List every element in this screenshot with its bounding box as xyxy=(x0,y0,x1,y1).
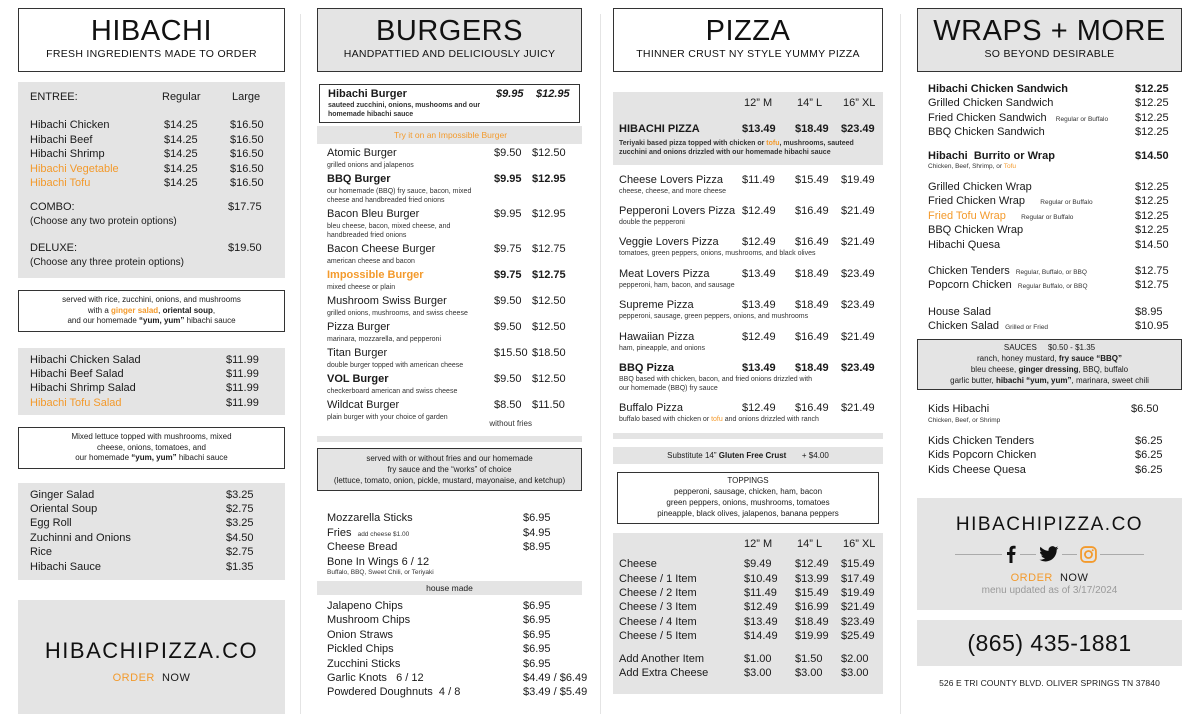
menu-item: Veggie Lovers Pizza $12.49 $16.49 $21.49 tomatoes, green peppers, onions, mushrooms, and black olives xyxy=(619,235,875,258)
hibachi-salad-note: Mixed lettuce topped with mushrooms, mixed cheese, onions, tomatoes, and our homemade “yum, yum” hibachi sauce xyxy=(18,427,285,469)
section-title: WRAPS + MORE xyxy=(933,15,1166,47)
menu-item: Cheese / 3 Item $12.49 $16.99 $21.49 xyxy=(619,601,875,614)
menu-item: Cheese $9.49 $12.49 $15.49 xyxy=(619,558,875,571)
menu-item: Popcorn Chicken Regular Buffalo, or BBQ $12.75 xyxy=(928,279,1169,292)
menu-item: Zucchini Sticks $6.95 xyxy=(327,657,551,670)
menu-item: House Salad $8.95 xyxy=(928,305,1163,318)
twitter-icon[interactable] xyxy=(1036,546,1062,567)
menu-item: Hibachi Beef Salad $11.99 xyxy=(30,367,259,380)
menu-item: Jalapeno Chips $6.95 xyxy=(327,599,551,612)
hibachi-pizza: HIBACHI PIZZA $13.49 $18.49 $23.49 xyxy=(619,123,875,136)
order-now-label[interactable]: NOW xyxy=(161,671,191,684)
menu-item: Supreme Pizza $13.49 $18.49 $23.49 pepperoni, sausage, green peppers, onions, and mushrooms xyxy=(619,298,875,321)
section-title: PIZZA xyxy=(705,15,791,47)
address: 526 E TRI COUNTY BLVD. OLIVER SPRINGS TN 37840 xyxy=(939,678,1160,689)
burger-served-note: served with or without fries and our homemade fry sauce and the “works” of choice (lettuce, tomato, onion, pickle, mustard, mayonaise, and ketchup) xyxy=(317,448,582,491)
appetizers-list xyxy=(317,511,582,577)
menu-item: Onion Straws $6.95 xyxy=(327,628,551,641)
menu-item: Pepperoni Lovers Pizza $12.49 $16.49 $21.49 double the pepperoni xyxy=(619,204,875,227)
menu-item: Cheese / 1 Item $10.49 $13.99 $17.49 xyxy=(619,572,875,585)
menu-item: Hibachi Sauce $1.35 xyxy=(30,560,254,573)
menu-item: Mushroom Swiss Burger $9.50 $12.50 grilled onions, mushrooms, and swiss cheese xyxy=(327,295,566,317)
pizza-specialty-panel xyxy=(613,92,883,439)
gluten-free-note: Substitute 14” Gluten Free Crust + $4.00 xyxy=(613,447,883,464)
featured-burger: Hibachi Burger $9.95 $12.95 sauteed zucchini, onions, mushooms and our homemade hibachi sauce xyxy=(319,84,580,123)
order-now-label[interactable]: NOW xyxy=(1059,572,1089,585)
menu-item: Atomic Burger $9.50 $12.50 grilled onions and jalapenos xyxy=(327,147,566,169)
order-link[interactable]: ORDER xyxy=(112,671,155,684)
social-row xyxy=(917,544,1182,566)
wraps-title-box xyxy=(917,8,1182,72)
menu-item: Garlic Knots 6 / 12 $4.49 / $6.49 xyxy=(327,671,588,684)
hibachi-pizza-desc: Teriyaki based pizza topped with chicken or tofu, mushrooms, sauteed zucchini and onions drizzled with our homemade hibachi sauce xyxy=(619,139,854,156)
menu-item: Grilled Chicken Wrap $12.25 xyxy=(928,180,1169,193)
without-fries-note: without fries xyxy=(489,418,532,428)
combo-row: COMBO: $17.75 xyxy=(30,201,262,214)
deluxe-desc: (Choose any three protein options) xyxy=(30,256,184,268)
size-header: 12” M 14” L 16” XL xyxy=(744,537,876,550)
toppings-box: TOPPINGS pepperoni, sausage, chicken, ham, bacon green peppers, onions, mushrooms, tomatoes pineapple, black olives, jalapenos, banana peppers xyxy=(617,472,879,524)
menu-item: Hibachi Quesa $14.50 xyxy=(928,238,1169,251)
menu-item: Hibachi Shrimp Salad $11.99 xyxy=(30,382,259,395)
menu-item: Hibachi Chicken Salad $11.99 xyxy=(30,353,259,366)
site-social-panel xyxy=(917,498,1182,610)
menu-item: Pickled Chips $6.95 xyxy=(327,643,551,656)
wings-desc: Buffalo, BBQ, Sweet Chili, or Teriyaki xyxy=(327,568,434,576)
order-link[interactable]: ORDER xyxy=(1010,572,1053,585)
hibachi-site-panel xyxy=(18,600,285,714)
wraps-column xyxy=(917,8,1182,688)
menu-item: Hibachi Shrimp $14.25 $16.50 xyxy=(30,148,264,161)
hibachi-column xyxy=(18,8,285,714)
menu-item: Hibachi Chicken $14.25 $16.50 xyxy=(30,119,264,132)
menu-item: Fries add cheese $1.00 $4.95 xyxy=(327,526,551,539)
menu-item: Rice $2.75 xyxy=(30,546,254,559)
section-title: HIBACHI xyxy=(90,15,213,47)
menu-item: Cheese Bread $8.95 xyxy=(327,541,551,554)
combo-desc: (Choose any two protein options) xyxy=(30,215,177,227)
column-separator xyxy=(600,14,601,714)
menu-item: Meat Lovers Pizza $13.49 $18.49 $23.49 pepperoni, ham, bacon, and sausage xyxy=(619,267,875,290)
menu-item: Mushroom Chips $6.95 xyxy=(327,614,551,627)
size-header: 12” M 14” L 16” XL xyxy=(744,97,876,109)
menu-item: Cheese / 2 Item $11.49 $15.49 $19.49 xyxy=(619,586,875,599)
burrito-item: Hibachi Burrito or Wrap $14.50 xyxy=(928,149,1169,162)
pizza-title-box xyxy=(613,8,883,72)
menu-updated-note: menu updated as of 3/17/2024 xyxy=(981,585,1118,597)
menu-item: Bacon Cheese Burger $9.75 $12.75 american cheese and bacon xyxy=(327,243,566,265)
menu-item: Powdered Doughnuts 4 / 8 $3.49 / $5.49 xyxy=(327,686,588,699)
menu-item: Hibachi Tofu $14.25 $16.50 xyxy=(30,176,264,189)
menu-item: Hibachi Beef $14.25 $16.50 xyxy=(30,133,264,146)
burgers-column xyxy=(317,8,588,700)
impossible-note: Try it on an Impossible Burger xyxy=(393,130,508,141)
hibachi-served-note: served with rice, zucchini, onions, and mushrooms with a ginger salad, oriental soup, and our homemade “yum, yum” hibachi sauce xyxy=(18,290,285,332)
menu-item: Hibachi Chicken Sandwich $12.25 xyxy=(928,83,1169,95)
menu-item: Grilled Chicken Sandwich $12.25 xyxy=(928,97,1169,110)
menu-item: Ginger Salad $3.25 xyxy=(30,488,254,501)
menu-item: Add Another Item $1.00 $1.50 $2.00 xyxy=(619,652,869,665)
menu-item: Mozzarella Sticks $6.95 xyxy=(327,512,551,525)
section-subtitle: FRESH INGREDIENTS MADE TO ORDER xyxy=(46,48,257,60)
menu-item: Pizza Burger $9.50 $12.50 marinara, mozzarella, and pepperoni xyxy=(327,321,566,343)
hibachi-sides-panel xyxy=(18,483,285,580)
menu-item: Chicken Salad Grilled or Fried $10.95 xyxy=(928,320,1169,333)
burgers-panel xyxy=(317,126,582,442)
menu-item: BBQ Burger $9.95 $12.95 our homemade (BBQ) fry sauce, bacon, mixed cheese and handbreaded fried onions xyxy=(327,173,566,204)
menu-item: Kids Popcorn Chicken $6.25 xyxy=(928,449,1163,462)
hibachi-title-box xyxy=(18,8,285,72)
menu-item: Fried Chicken Wrap Regular or Buffalo $12.25 xyxy=(928,195,1169,208)
burgers-title-box xyxy=(317,8,582,72)
column-separator xyxy=(300,14,301,714)
column-separator xyxy=(900,14,901,714)
menu-item: Oriental Soup $2.75 xyxy=(30,502,254,515)
menu-item: Buffalo Pizza $12.49 $16.49 $21.49 buffalo based with chicken or tofu and onions drizzled with ranch xyxy=(619,401,875,424)
menu-item: BBQ Chicken Sandwich $12.25 xyxy=(928,126,1169,139)
kids-list xyxy=(917,402,1182,477)
house-made-label: house made xyxy=(317,581,582,595)
menu-item: Cheese / 5 Item $14.49 $19.99 $25.49 xyxy=(619,630,875,643)
facebook-icon[interactable] xyxy=(1002,545,1020,568)
menu-item: Bacon Bleu Burger $9.95 $12.95 bleu cheese, bacon, mixed cheese, and handbreaded fried onions xyxy=(327,208,566,239)
menu-item: Titan Burger $15.50 $18.50 double burger topped with american cheese xyxy=(327,347,566,369)
sauces-box: SAUCES $0.50 - $1.35 ranch, honey mustard, fry sauce “BBQ” bleu cheese, ginger dressing, BBQ, buffalo garlic butter, hibachi “yum, yum”, marinara, sweet chili xyxy=(917,339,1182,390)
kids-hibachi-desc: Chicken, Beef, or Shrimp xyxy=(928,416,1001,424)
menu-item: Cheese Lovers Pizza $11.49 $15.49 $19.49 cheese, cheese, and more cheese xyxy=(619,173,875,196)
menu-item: Fried Tofu Wrap Regular or Buffalo $12.25 xyxy=(928,209,1169,222)
menu-item: BBQ Pizza $13.49 $18.49 $23.49 BBQ based with chicken, bacon, and fried onions drizzled with our homemade (BBQ) fry sauce xyxy=(619,361,875,393)
section-subtitle: SO BEYOND DESIRABLE xyxy=(984,48,1115,60)
menu-item: Bone In Wings 6 / 12 xyxy=(327,555,430,568)
menu-item: Add Extra Cheese $3.00 $3.00 $3.00 xyxy=(619,666,869,679)
burrito-desc: Chicken, Beef, Shrimp, or Tofu xyxy=(928,162,1017,170)
hibachi-salad-panel xyxy=(18,348,285,416)
section-subtitle: HANDPATTIED AND DELICIOUSLY JUICY xyxy=(343,48,556,60)
section-subtitle: THINNER CRUST NY STYLE YUMMY PIZZA xyxy=(636,48,860,60)
deluxe-row: DELUXE: $19.50 xyxy=(30,242,262,255)
menu-item: Zuchinni and Onions $4.50 xyxy=(30,531,254,544)
instagram-icon[interactable] xyxy=(1077,546,1100,568)
menu-item: Hibachi Tofu Salad $11.99 xyxy=(30,396,259,409)
hibachi-entree-panel xyxy=(18,82,285,278)
site-url[interactable]: HIBACHIPIZZA.CO xyxy=(44,637,259,663)
menu-item: Hawaiian Pizza $12.49 $16.49 $21.49 ham, pineapple, and onions xyxy=(619,330,875,353)
site-url[interactable]: HIBACHIPIZZA.CO xyxy=(955,514,1144,536)
menu-item: Hibachi Vegetable $14.25 $16.50 xyxy=(30,162,264,175)
section-title: BURGERS xyxy=(376,15,523,47)
menu-item: Impossible Burger $9.75 $12.75 mixed cheese or plain xyxy=(327,269,566,291)
menu-item: Chicken Tenders Regular, Buffalo, or BBQ $12.75 xyxy=(928,264,1169,277)
pizza-column xyxy=(613,8,883,694)
menu-item: BBQ Chicken Wrap $12.25 xyxy=(928,224,1169,237)
menu-item: VOL Burger $9.50 $12.50 checkerboard american and swiss cheese xyxy=(327,373,566,395)
menu-item: Wildcat Burger $8.50 $11.50 plain burger with your choice of garden without fries xyxy=(327,398,574,432)
menu-item: Egg Roll $3.25 xyxy=(30,517,254,530)
entree-header: ENTREE: Regular Large xyxy=(30,91,261,103)
menu-item: Fried Chicken Sandwich Regular or Buffalo $12.25 xyxy=(928,111,1169,124)
menu-item: Kids Cheese Quesa $6.25 xyxy=(928,463,1163,476)
sandwich-list xyxy=(917,82,1182,333)
menu-item: Cheese / 4 Item $13.49 $18.49 $23.49 xyxy=(619,615,875,628)
build-your-own-panel xyxy=(613,533,883,694)
menu-item: Kids Hibachi $6.50 xyxy=(928,403,1159,416)
phone-number[interactable]: (865) 435-1881 xyxy=(967,630,1132,657)
menu-item: Kids Chicken Tenders $6.25 xyxy=(928,434,1163,447)
phone-panel xyxy=(917,620,1182,666)
house-made-list xyxy=(317,599,588,700)
